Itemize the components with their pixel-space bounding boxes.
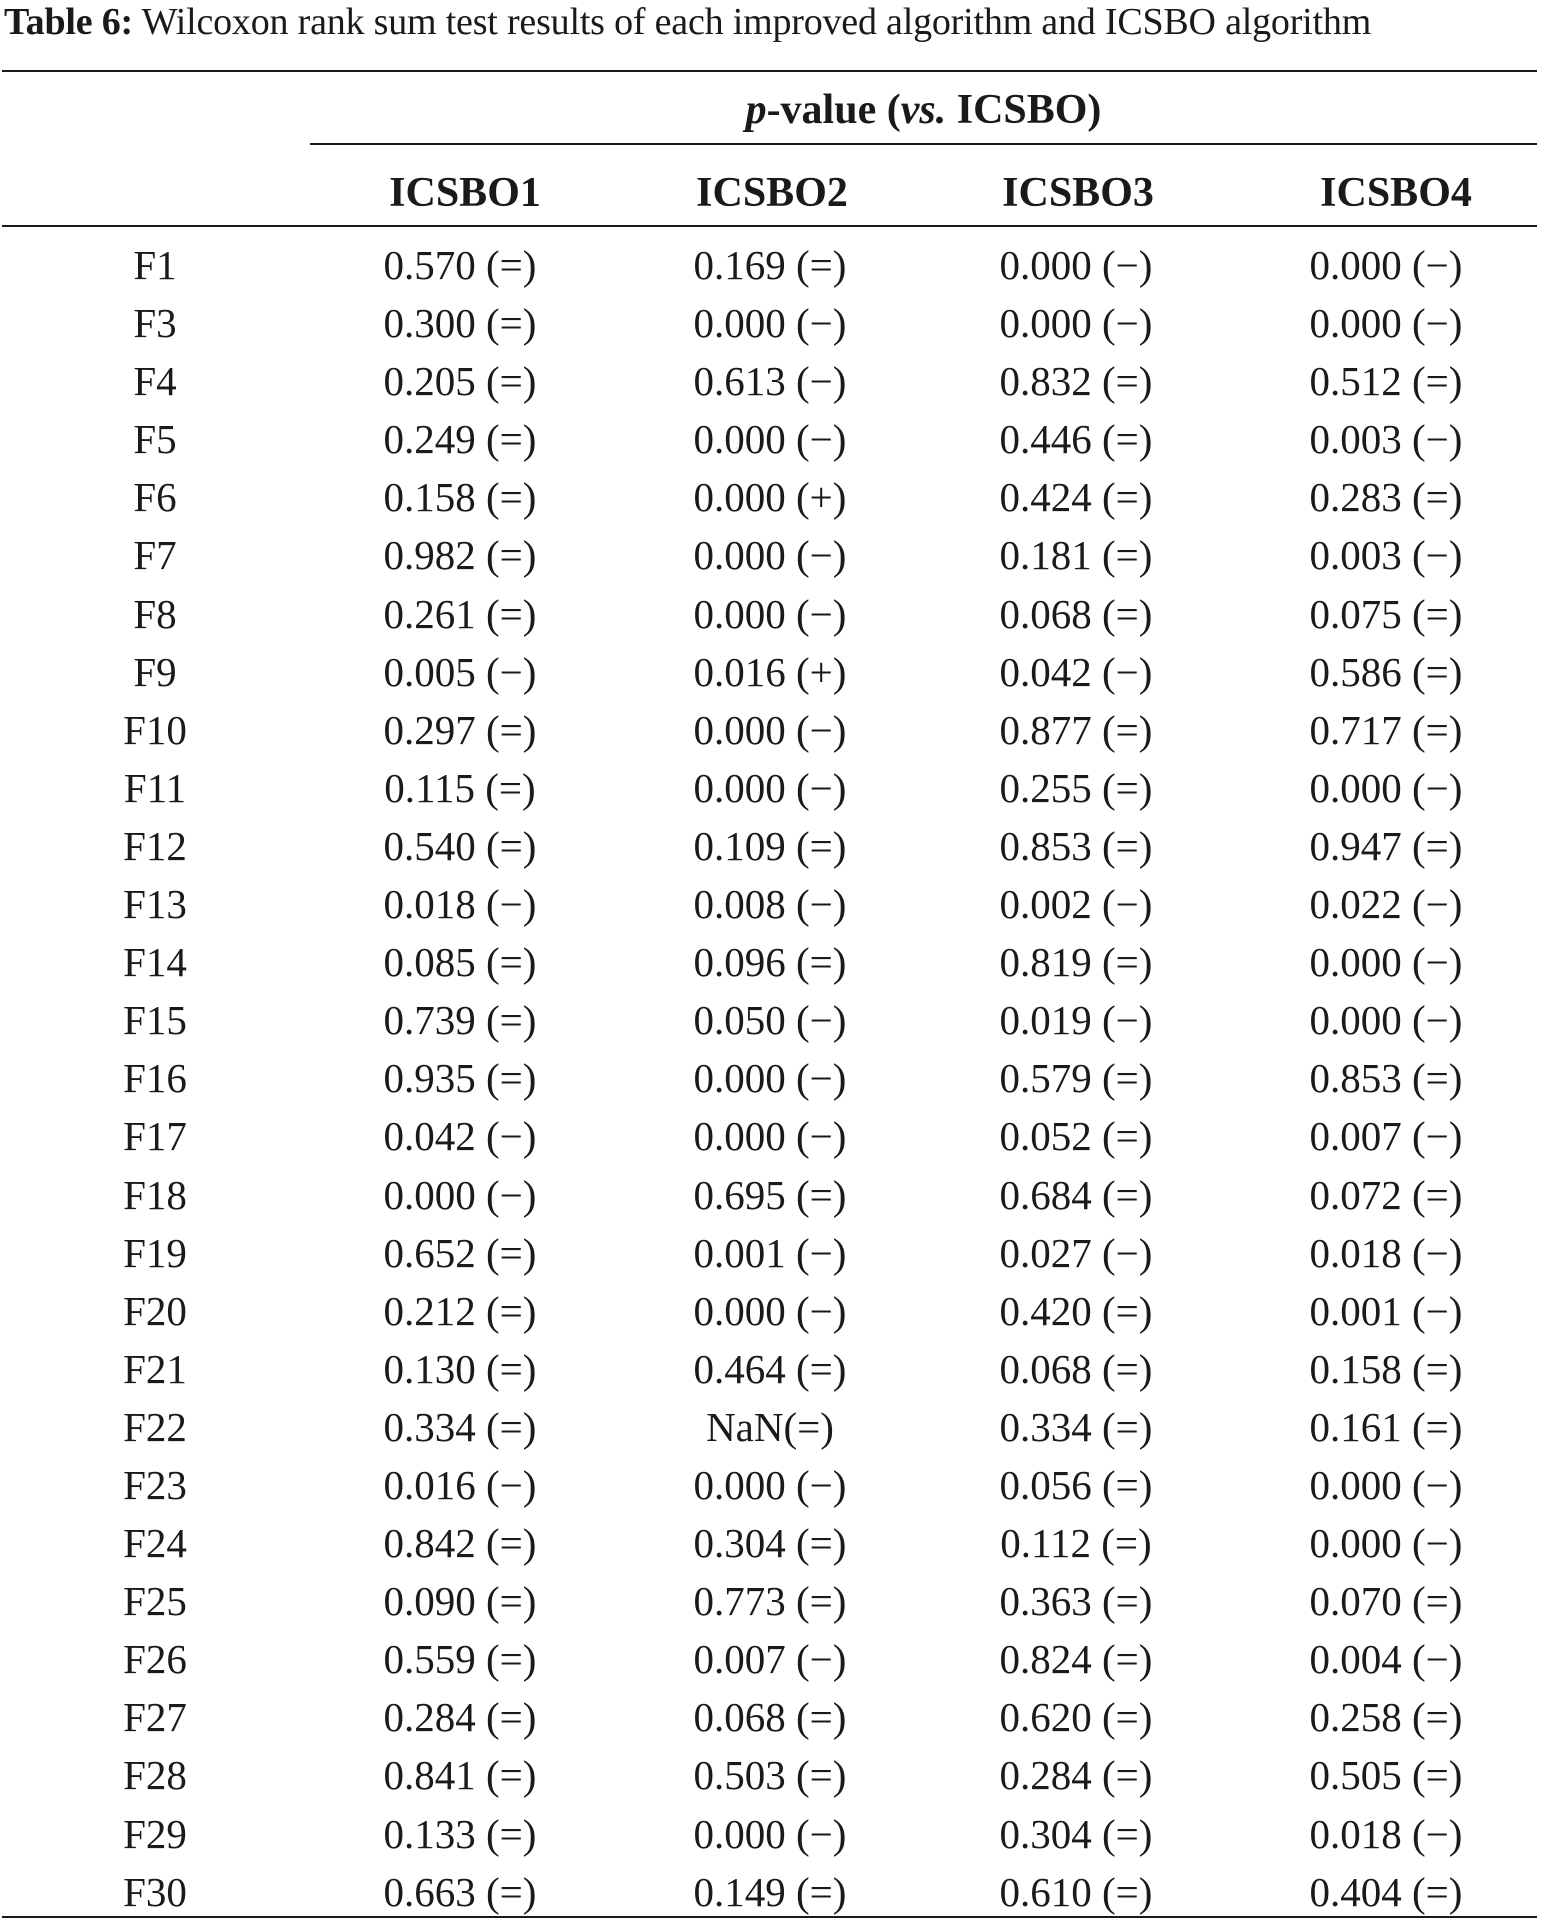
p-value-cell: 0.109 (=): [693, 822, 847, 869]
p-value-cell: 0.935 (=): [383, 1055, 537, 1102]
p-value-cell: 0.133 (=): [383, 1810, 537, 1857]
table-row: [0, 1282, 1541, 1340]
p-value-cell: 0.505 (=): [1309, 1752, 1463, 1799]
function-name-cell: F21: [123, 1345, 187, 1392]
p-value-cell: 0.169 (=): [693, 242, 847, 288]
p-value-cell: 0.019 (−): [999, 997, 1153, 1044]
p-value-cell: 0.404 (=): [1309, 1868, 1463, 1915]
p-value-cell: 0.158 (=): [1309, 1345, 1463, 1392]
p-value-cell: 0.008 (−): [693, 881, 847, 928]
column-header-icsbo1: ICSBO1: [389, 170, 541, 216]
table-row: [0, 1572, 1541, 1630]
p-value-cell: 0.824 (=): [999, 1636, 1153, 1683]
p-value-cell: 0.000 (−): [999, 300, 1153, 347]
caption-text: Wilcoxon rank sum test results of each improved algorithm and ICSBO algorithm: [132, 1, 1372, 43]
p-value-cell: 0.297 (=): [383, 706, 537, 753]
p-value-cell: 0.096 (=): [693, 939, 847, 986]
p-value-cell: 0.000 (+): [693, 474, 847, 521]
p-value-cell: 0.000 (−): [1309, 764, 1463, 811]
function-name-cell: F16: [123, 1055, 187, 1102]
p-value-cell: 0.115 (=): [384, 764, 536, 811]
function-name-cell: F3: [133, 300, 177, 347]
p-value-cell: 0.000 (−): [1309, 997, 1463, 1044]
function-name-cell: F24: [123, 1520, 187, 1567]
p-value-cell: 0.000 (−): [693, 532, 847, 579]
p-value-cell: 0.007 (−): [1309, 1113, 1463, 1160]
p-value-cell: 0.205 (=): [383, 358, 537, 405]
top-rule: [2, 70, 1537, 72]
p-value-cell: 0.018 (−): [1309, 1229, 1463, 1276]
function-name-cell: F6: [133, 474, 177, 521]
p-value-cell: 0.018 (−): [383, 881, 537, 928]
function-name-cell: F25: [123, 1578, 187, 1625]
p-value-cell: 0.002 (−): [999, 881, 1153, 928]
p-value-cell: 0.255 (=): [999, 764, 1153, 811]
table-row: [0, 410, 1541, 468]
p-value-cell: 0.000 (−): [1309, 939, 1463, 986]
p-value-cell: 0.773 (=): [693, 1578, 847, 1625]
table-row: [0, 1805, 1541, 1863]
p-value-cell: 0.877 (=): [999, 706, 1153, 753]
p-value-cell: 0.000 (−): [693, 416, 847, 463]
function-name-cell: F18: [123, 1171, 187, 1218]
table-row: [0, 1340, 1541, 1398]
table-row: [0, 585, 1541, 643]
group-header-vs: vs.: [900, 87, 947, 133]
p-value-cell: 0.000 (−): [1309, 242, 1463, 288]
table-body: [0, 236, 1541, 1921]
group-rule: [310, 143, 1537, 145]
function-name-cell: F23: [123, 1461, 187, 1508]
p-value-cell: 0.000 (−): [693, 1113, 847, 1160]
p-value-cell: 0.042 (−): [383, 1113, 537, 1160]
column-group-header: [310, 82, 1537, 138]
table-row: [0, 236, 1541, 294]
table-row: [0, 1398, 1541, 1456]
column-header-icsbo3: ICSBO3: [1002, 170, 1154, 216]
p-value-cell: 0.000 (−): [693, 1055, 847, 1102]
p-value-cell: 0.212 (=): [383, 1287, 537, 1334]
table-row: [0, 933, 1541, 991]
p-value-cell: 0.056 (=): [999, 1461, 1153, 1508]
p-value-cell: 0.000 (−): [999, 242, 1153, 288]
table-caption: [4, 0, 1539, 44]
bottom-rule: [2, 1916, 1537, 1918]
p-value-cell: 0.050 (−): [693, 997, 847, 1044]
function-name-cell: F15: [123, 997, 187, 1044]
p-value-cell: 0.001 (−): [1309, 1287, 1463, 1334]
p-value-cell: 0.304 (=): [999, 1810, 1153, 1857]
group-header-value: -value (: [766, 87, 901, 133]
p-value-cell: 0.334 (=): [383, 1403, 537, 1450]
p-value-cell: 0.842 (=): [383, 1520, 537, 1567]
p-value-cell: 0.004 (−): [1309, 1636, 1463, 1683]
p-value-cell: 0.000 (−): [1309, 300, 1463, 347]
table-row: [0, 1746, 1541, 1804]
p-value-cell: 0.000 (−): [693, 764, 847, 811]
p-value-cell: 0.249 (=): [383, 416, 537, 463]
p-value-cell: 0.070 (=): [1309, 1578, 1463, 1625]
p-value-cell: 0.420 (=): [999, 1287, 1153, 1334]
p-value-cell: 0.005 (−): [383, 648, 537, 695]
function-name-cell: F10: [123, 706, 187, 753]
p-value-cell: 0.304 (=): [693, 1520, 847, 1567]
p-value-cell: 0.503 (=): [693, 1752, 847, 1799]
p-value-cell: 0.464 (=): [693, 1345, 847, 1392]
p-value-cell: 0.072 (=): [1309, 1171, 1463, 1218]
p-value-cell: 0.075 (=): [1309, 590, 1463, 637]
function-name-cell: F8: [133, 590, 177, 637]
caption-label: Table 6:: [4, 1, 133, 43]
function-name-cell: F22: [123, 1403, 187, 1450]
p-value-cell: 0.284 (=): [383, 1694, 537, 1741]
function-name-cell: F27: [123, 1694, 187, 1741]
p-value-cell: 0.982 (=): [383, 532, 537, 579]
p-value-cell: 0.090 (=): [383, 1578, 537, 1625]
p-value-cell: 0.007 (−): [693, 1636, 847, 1683]
p-value-cell: 0.512 (=): [1309, 358, 1463, 405]
table-row: [0, 1863, 1541, 1921]
p-value-cell: 0.424 (=): [999, 474, 1153, 521]
p-value-cell: 0.819 (=): [999, 939, 1153, 986]
table-row: [0, 643, 1541, 701]
p-value-cell: 0.161 (=): [1309, 1403, 1463, 1450]
function-name-cell: F17: [123, 1113, 187, 1160]
column-header-icsbo4: ICSBO4: [1320, 170, 1472, 216]
table-row: [0, 294, 1541, 352]
p-value-cell: 0.853 (=): [999, 822, 1153, 869]
function-name-cell: F4: [133, 358, 177, 405]
p-value-cell: 0.000 (−): [693, 300, 847, 347]
p-value-cell: 0.001 (−): [693, 1229, 847, 1276]
p-value-cell: NaN(=): [706, 1403, 834, 1450]
function-name-cell: F7: [133, 532, 177, 579]
p-value-cell: 0.149 (=): [693, 1868, 847, 1915]
p-value-cell: 0.000 (−): [383, 1171, 537, 1218]
table-row: [0, 1688, 1541, 1746]
table-row: [0, 1224, 1541, 1282]
function-name-cell: F1: [133, 242, 177, 288]
p-value-cell: 0.652 (=): [383, 1229, 537, 1276]
p-value-cell: 0.446 (=): [999, 416, 1153, 463]
p-value-cell: 0.130 (=): [383, 1345, 537, 1392]
p-value-cell: 0.717 (=): [1309, 706, 1463, 753]
table-row: [0, 1166, 1541, 1224]
p-value-cell: 0.112 (=): [1000, 1520, 1152, 1567]
table-row: [0, 991, 1541, 1049]
p-value-cell: 0.334 (=): [999, 1403, 1153, 1450]
p-value-cell: 0.003 (−): [1309, 532, 1463, 579]
p-value-cell: 0.000 (−): [1309, 1520, 1463, 1567]
p-value-cell: 0.663 (=): [383, 1868, 537, 1915]
p-value-cell: 0.000 (−): [693, 1287, 847, 1334]
p-value-cell: 0.000 (−): [693, 590, 847, 637]
table-row: [0, 468, 1541, 526]
header-rule: [2, 225, 1537, 227]
table-row: [0, 352, 1541, 410]
table-row: [0, 1107, 1541, 1165]
p-value-cell: 0.283 (=): [1309, 474, 1463, 521]
p-value-cell: 0.000 (−): [693, 706, 847, 753]
p-value-cell: 0.739 (=): [383, 997, 537, 1044]
p-value-cell: 0.003 (−): [1309, 416, 1463, 463]
p-value-cell: 0.000 (−): [1309, 1461, 1463, 1508]
p-value-cell: 0.853 (=): [1309, 1055, 1463, 1102]
p-value-cell: 0.284 (=): [999, 1752, 1153, 1799]
p-value-cell: 0.016 (−): [383, 1461, 537, 1508]
function-name-cell: F13: [123, 881, 187, 928]
p-value-cell: 0.579 (=): [999, 1055, 1153, 1102]
p-value-cell: 0.052 (=): [999, 1113, 1153, 1160]
p-value-cell: 0.363 (=): [999, 1578, 1153, 1625]
p-value-cell: 0.042 (−): [999, 648, 1153, 695]
function-name-cell: F14: [123, 939, 187, 986]
p-value-cell: 0.947 (=): [1309, 822, 1463, 869]
table-row: [0, 701, 1541, 759]
table-row: [0, 759, 1541, 817]
function-name-cell: F26: [123, 1636, 187, 1683]
table-row: [0, 1456, 1541, 1514]
p-value-cell: 0.620 (=): [999, 1694, 1153, 1741]
table-row: [0, 817, 1541, 875]
p-value-cell: 0.570 (=): [383, 242, 537, 288]
table-row: [0, 1049, 1541, 1107]
p-value-cell: 0.068 (=): [999, 590, 1153, 637]
table-row: [0, 1630, 1541, 1688]
function-name-cell: F30: [123, 1868, 187, 1915]
p-value-cell: 0.181 (=): [999, 532, 1153, 579]
p-value-cell: 0.261 (=): [383, 590, 537, 637]
function-name-cell: F29: [123, 1810, 187, 1857]
p-value-cell: 0.613 (−): [693, 358, 847, 405]
p-value-cell: 0.695 (=): [693, 1171, 847, 1218]
p-value-cell: 0.158 (=): [383, 474, 537, 521]
function-name-cell: F12: [123, 822, 187, 869]
p-value-cell: 0.586 (=): [1309, 648, 1463, 695]
function-name-cell: F5: [133, 416, 177, 463]
p-value-cell: 0.068 (=): [693, 1694, 847, 1741]
p-symbol: p: [745, 87, 767, 133]
table-row: [0, 1514, 1541, 1572]
p-value-cell: 0.832 (=): [999, 358, 1153, 405]
p-value-cell: 0.000 (−): [693, 1461, 847, 1508]
p-value-cell: 0.258 (=): [1309, 1694, 1463, 1741]
p-value-cell: 0.016 (+): [693, 648, 847, 695]
table-row: [0, 875, 1541, 933]
function-name-cell: F28: [123, 1752, 187, 1799]
p-value-cell: 0.027 (−): [999, 1229, 1153, 1276]
p-value-cell: 0.085 (=): [383, 939, 537, 986]
p-value-cell: 0.022 (−): [1309, 881, 1463, 928]
function-name-cell: F20: [123, 1287, 187, 1334]
function-name-cell: F9: [133, 648, 177, 695]
column-header-icsbo2: ICSBO2: [696, 170, 848, 216]
p-value-cell: 0.000 (−): [693, 1810, 847, 1857]
p-value-cell: 0.068 (=): [999, 1345, 1153, 1392]
p-value-cell: 0.610 (=): [999, 1868, 1153, 1915]
p-value-cell: 0.300 (=): [383, 300, 537, 347]
p-value-cell: 0.559 (=): [383, 1636, 537, 1683]
p-value-cell: 0.684 (=): [999, 1171, 1153, 1218]
p-value-cell: 0.018 (−): [1309, 1810, 1463, 1857]
p-value-cell: 0.540 (=): [383, 822, 537, 869]
table-row: [0, 526, 1541, 584]
p-value-cell: 0.841 (=): [383, 1752, 537, 1799]
function-name-cell: F19: [123, 1229, 187, 1276]
group-header-tail: ICSBO): [946, 87, 1102, 133]
function-name-cell: F11: [123, 764, 187, 811]
